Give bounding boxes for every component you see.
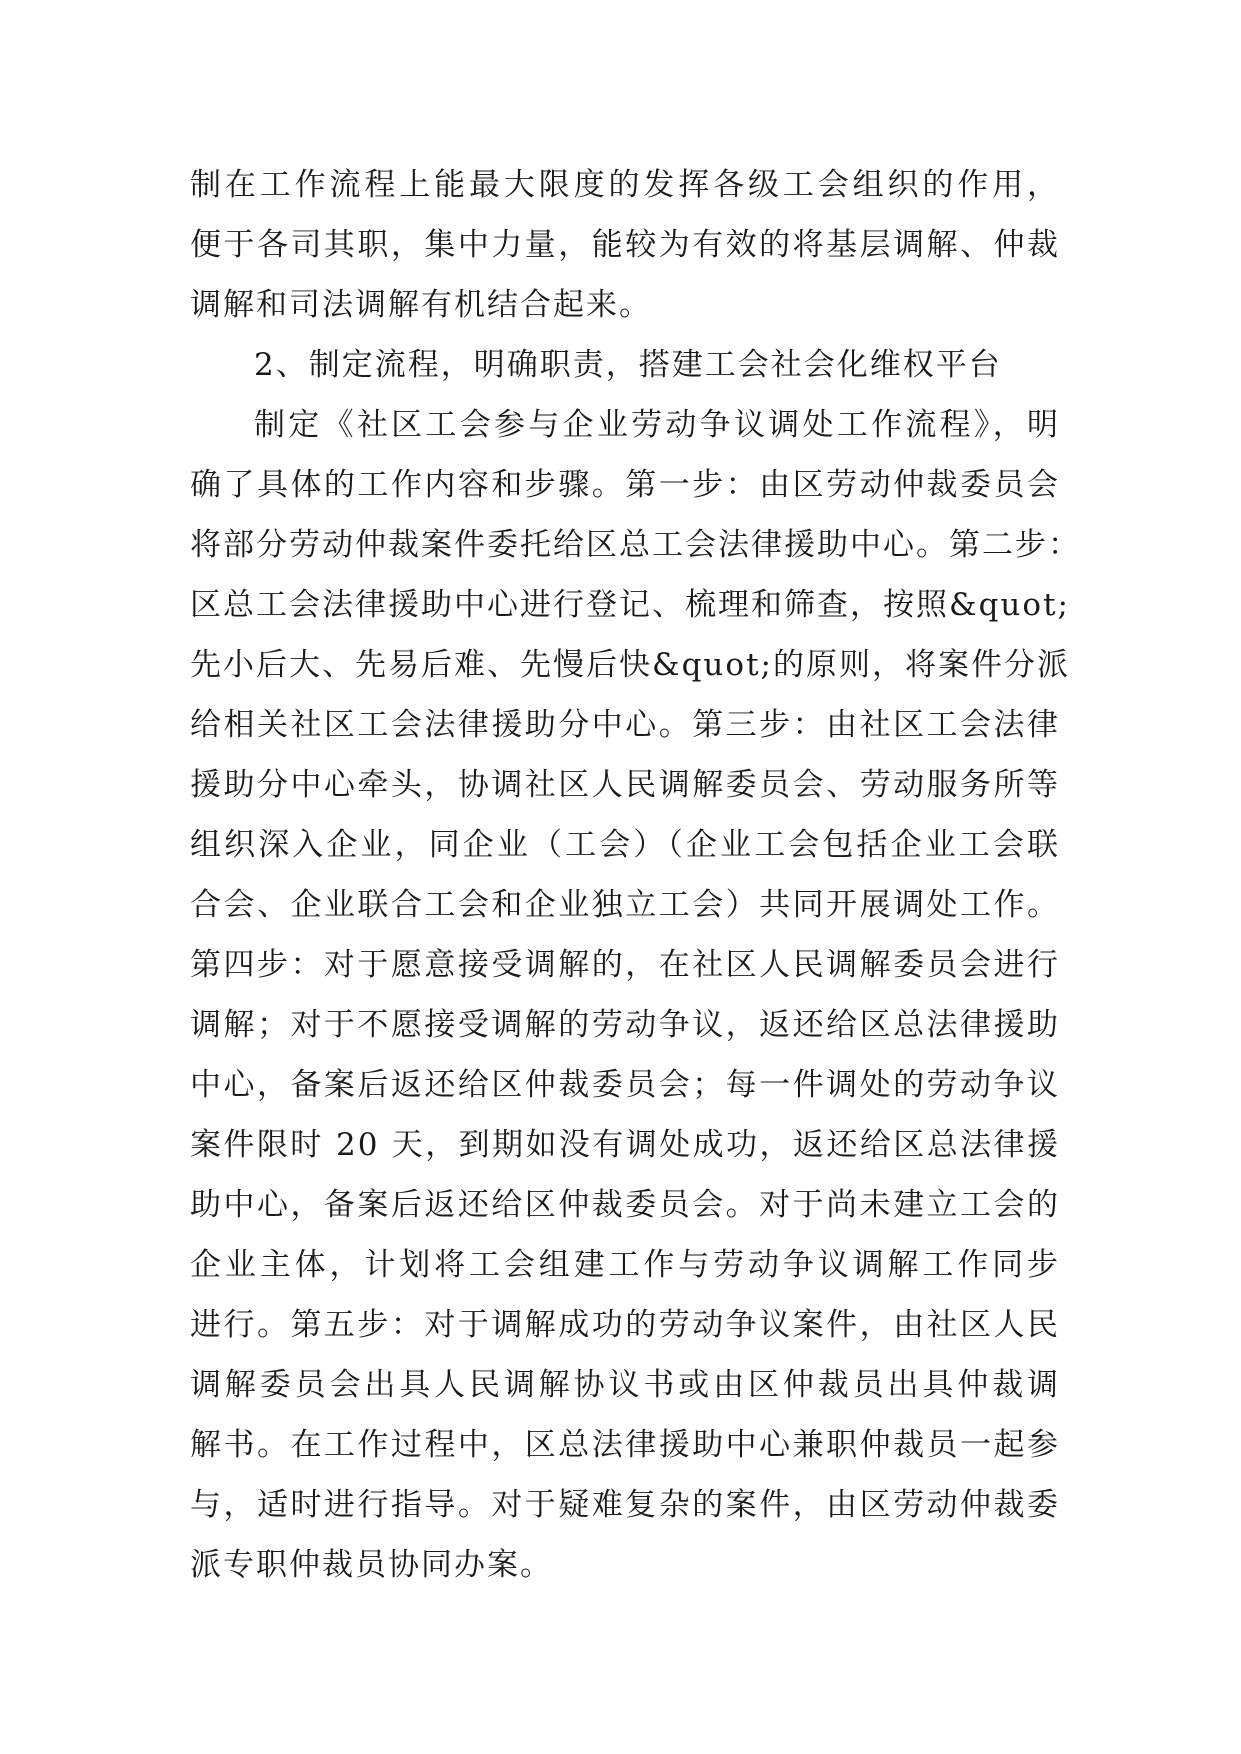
text-line: 制定《社区工会参与企业劳动争议调处工作流程》，明 bbox=[254, 407, 1060, 443]
text-line: 援助分中心牵头，协调社区人民调解委员会、劳动服务所等 bbox=[190, 767, 1060, 803]
section-heading: 2、制定流程，明确职责，搭建工会社会化维权平台 bbox=[254, 347, 1002, 383]
text-line: 组织深入企业，同企业（工会）（企业工会包括企业工会联 bbox=[190, 827, 1060, 863]
text-line: 第四步：对于愿意接受调解的，在社区人民调解委员会进行 bbox=[190, 947, 1060, 983]
text-line: 进行。第五步：对于调解成功的劳动争议案件，由社区人民 bbox=[190, 1307, 1060, 1343]
text-line: 调解；对于不愿接受调解的劳动争议，返还给区总法律援助 bbox=[190, 1007, 1060, 1043]
text-line: 调解委员会出具人民调解协议书或由区仲裁员出具仲裁调 bbox=[190, 1367, 1060, 1403]
text-line: 制在工作流程上能最大限度的发挥各级工会组织的作用， bbox=[190, 167, 1060, 203]
text-line: 调解和司法调解有机结合起来。 bbox=[190, 287, 652, 323]
text-line: 确了具体的工作内容和步骤。第一步：由区劳动仲裁委员会 bbox=[190, 467, 1060, 503]
text-line: 便于各司其职，集中力量，能较为有效的将基层调解、仲裁 bbox=[190, 227, 1060, 263]
text-line: 中心，备案后返还给区仲裁委员会；每一件调处的劳动争议 bbox=[190, 1067, 1060, 1103]
text-line: 解书。在工作过程中，区总法律援助中心兼职仲裁员一起参 bbox=[190, 1427, 1060, 1463]
text-line: 给相关社区工会法律援助分中心。第三步：由社区工会法律 bbox=[190, 707, 1060, 743]
text-line: 案件限时 20 天，到期如没有调处成功，返还给区总法律援 bbox=[190, 1127, 1060, 1163]
text-line: 区总工会法律援助中心进行登记、梳理和筛查，按照&quot; bbox=[190, 587, 1070, 623]
text-line: 派专职仲裁员协同办案。 bbox=[190, 1547, 553, 1583]
text-line: 将部分劳动仲裁案件委托给区总工会法律援助中心。第二步： bbox=[190, 527, 1081, 563]
text-line: 先小后大、先易后难、先慢后快&quot;的原则，将案件分派 bbox=[190, 647, 1070, 683]
document-body bbox=[190, 155, 1081, 1595]
text-line: 合会、企业联合工会和企业独立工会）共同开展调处工作。 bbox=[190, 887, 1060, 923]
text-line: 与，适时进行指导。对于疑难复杂的案件，由区劳动仲裁委 bbox=[190, 1487, 1060, 1523]
text-line: 企业主体，计划将工会组建工作与劳动争议调解工作同步 bbox=[190, 1247, 1060, 1283]
text-line: 助中心，备案后返还给区仲裁委员会。对于尚未建立工会的 bbox=[190, 1187, 1060, 1223]
